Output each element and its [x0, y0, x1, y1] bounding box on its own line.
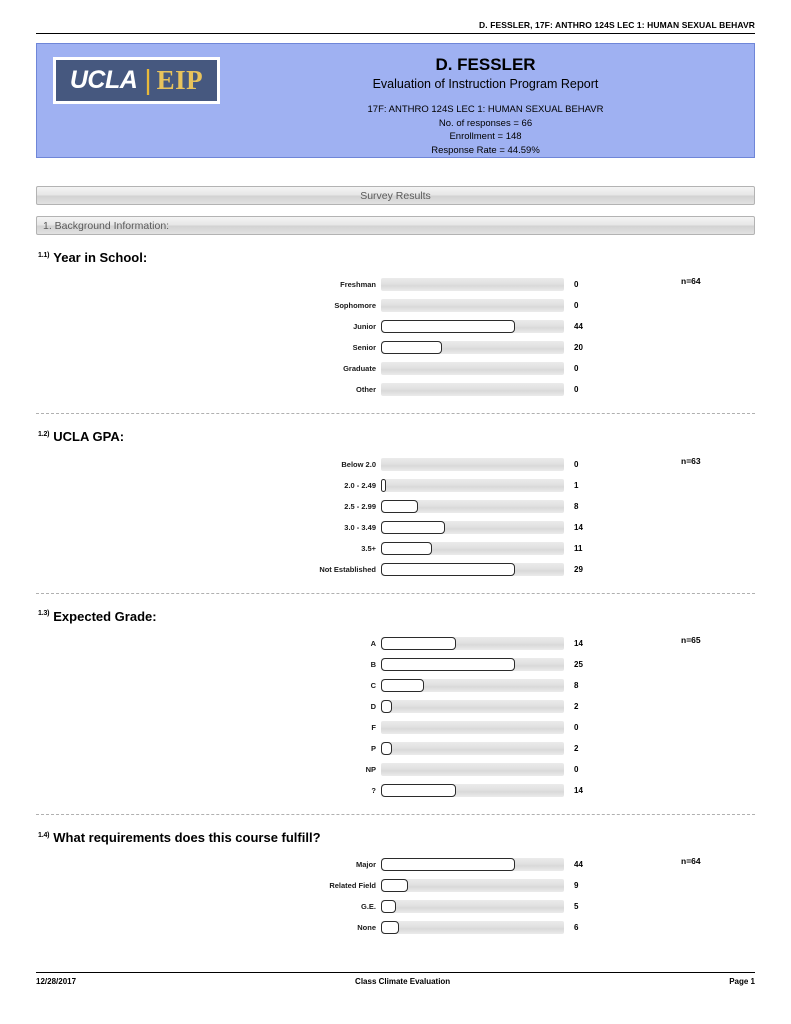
report-subtitle: Evaluation of Instruction Program Report	[372, 76, 599, 91]
bar-track	[381, 341, 564, 354]
bar-value: 9	[574, 881, 579, 891]
logo-ucla-text: UCLA	[69, 66, 138, 94]
bar-track	[381, 658, 564, 671]
footer-date: 12/28/2017	[36, 977, 77, 986]
bar-fill	[381, 479, 386, 492]
bar-track	[381, 721, 564, 734]
response-count-n: n=65	[681, 634, 701, 645]
bar-fill	[381, 879, 408, 892]
bar-value: 20	[574, 343, 583, 353]
bar-category-label: 3.5+	[361, 543, 376, 553]
bar-track	[381, 362, 564, 375]
bar-category-label: P	[370, 743, 376, 753]
bar-row	[36, 295, 755, 316]
question-title	[36, 831, 755, 845]
running-header-rule	[36, 33, 755, 34]
bar-row	[36, 854, 755, 875]
bar-chart	[36, 274, 755, 400]
question-text: Expected Grade:	[53, 608, 157, 624]
bar-track	[381, 278, 564, 291]
bar-category-label: Junior	[353, 322, 376, 332]
bar-row	[36, 496, 755, 517]
background-information-label: 1. Background Information:	[43, 219, 170, 232]
bar-fill	[381, 320, 515, 333]
bar-fill	[381, 658, 515, 671]
question-text: Year in School:	[53, 250, 148, 265]
bar-value: 6	[574, 923, 579, 933]
bar-track	[381, 521, 564, 534]
question-text: UCLA GPA:	[53, 429, 125, 445]
bar-value: 0	[574, 280, 579, 290]
bar-value: 0	[574, 459, 579, 469]
bar-category-label: 2.0 - 2.49	[344, 480, 376, 490]
bar-fill	[381, 542, 432, 555]
bar-track	[381, 763, 564, 776]
bar-row	[36, 875, 755, 896]
running-header: D. FESSLER, 17F: ANTHRO 124S LEC 1: HUMAN SEXUAL BEHAVR	[479, 20, 755, 30]
footer-row	[36, 977, 755, 986]
bar-track	[381, 858, 564, 871]
question-number: 1.4)	[38, 831, 50, 839]
question-block	[36, 831, 755, 938]
bar-category-label: None	[357, 923, 376, 933]
question-block	[36, 430, 755, 593]
bar-value: 25	[574, 659, 583, 669]
section-header-background-information	[36, 216, 755, 235]
bar-category-label: ?	[371, 785, 376, 795]
bar-fill	[381, 700, 392, 713]
banner-text-block	[227, 55, 744, 158]
questions-container	[36, 251, 755, 938]
course-title: 17F: ANTHRO 124S LEC 1: HUMAN SEXUAL BEHAVR	[367, 103, 604, 115]
bar-category-label: Other	[355, 385, 376, 395]
bar-value: 44	[574, 860, 583, 870]
bar-row	[36, 538, 755, 559]
question-title	[36, 430, 755, 444]
bar-row	[36, 654, 755, 675]
question-number: 1.3)	[38, 610, 50, 618]
bar-track	[381, 679, 564, 692]
bar-fill	[381, 563, 515, 576]
bar-chart	[36, 854, 755, 938]
bar-fill	[381, 500, 418, 513]
banner-meta-block	[227, 103, 744, 158]
bar-row	[36, 274, 755, 295]
bar-row	[36, 358, 755, 379]
bar-value: 11	[574, 543, 583, 553]
logo-inner-box	[56, 60, 217, 101]
bar-fill	[381, 921, 399, 934]
bar-track	[381, 637, 564, 650]
footer-page-number: Page 1	[729, 977, 755, 986]
bar-category-label: Freshman	[340, 280, 376, 290]
bar-track	[381, 542, 564, 555]
bar-row	[36, 559, 755, 580]
bar-row	[36, 316, 755, 337]
ucla-eip-logo	[53, 57, 220, 104]
bar-value: 5	[574, 902, 579, 912]
bar-track	[381, 299, 564, 312]
bar-track	[381, 383, 564, 396]
bar-value: 0	[574, 301, 579, 311]
responses-count: No. of responses = 66	[438, 117, 533, 129]
bar-track	[381, 742, 564, 755]
bar-category-label: B	[370, 659, 376, 669]
question-separator	[36, 593, 755, 594]
bar-category-label: Senior	[352, 343, 376, 353]
question-title	[36, 251, 755, 265]
question-block	[36, 251, 755, 414]
bar-value: 8	[574, 501, 579, 511]
bar-category-label: C	[370, 680, 376, 690]
bar-fill	[381, 637, 456, 650]
bar-category-label: Related Field	[329, 881, 376, 891]
bar-value: 44	[574, 322, 583, 332]
bar-value: 1	[574, 480, 579, 490]
bar-track	[381, 320, 564, 333]
bar-row	[36, 717, 755, 738]
bar-row	[36, 759, 755, 780]
bar-fill	[381, 784, 456, 797]
bar-track	[381, 458, 564, 471]
bar-value: 8	[574, 680, 579, 690]
logo-divider: |	[144, 63, 152, 95]
bar-track	[381, 500, 564, 513]
bar-row	[36, 475, 755, 496]
bar-value: 14	[574, 785, 583, 795]
bar-row	[36, 675, 755, 696]
bar-category-label: NP	[365, 764, 376, 774]
bar-value: 29	[574, 564, 583, 574]
question-title	[36, 610, 755, 624]
bar-fill	[381, 900, 396, 913]
footer-center-label: Class Climate Evaluation	[355, 977, 451, 986]
response-rate: Response Rate = 44.59%	[431, 145, 540, 157]
bar-fill	[381, 679, 424, 692]
page-footer	[36, 972, 755, 986]
bar-category-label: F	[371, 722, 376, 732]
bar-category-label: Graduate	[343, 364, 376, 374]
bar-value: 2	[574, 701, 579, 711]
bar-track	[381, 879, 564, 892]
question-text: What requirements does this course fulfill?	[53, 829, 321, 845]
question-separator	[36, 413, 755, 414]
response-count-n: n=64	[681, 856, 701, 867]
bar-value: 14	[574, 522, 583, 532]
bar-row	[36, 454, 755, 475]
bar-row	[36, 517, 755, 538]
question-separator	[36, 814, 755, 815]
bar-value: 0	[574, 764, 579, 774]
response-count-n: n=63	[681, 455, 701, 466]
bar-value: 0	[574, 385, 579, 395]
bar-track	[381, 784, 564, 797]
question-block	[36, 610, 755, 815]
bar-category-label: Major	[355, 860, 376, 870]
bar-track	[381, 700, 564, 713]
survey-results-label: Survey Results	[360, 189, 431, 202]
bar-row	[36, 917, 755, 938]
bar-value: 0	[574, 364, 579, 374]
section-header-survey-results	[36, 186, 755, 205]
response-count-n: n=64	[681, 276, 701, 287]
logo-eip-text: EIP	[156, 65, 204, 95]
bar-row	[36, 896, 755, 917]
instructor-name: D. FESSLER	[435, 55, 536, 74]
footer-rule	[36, 972, 755, 973]
bar-category-label: Not Established	[319, 564, 376, 574]
bar-chart	[36, 633, 755, 801]
bar-track	[381, 921, 564, 934]
bar-category-label: Sophomore	[334, 301, 376, 311]
bar-value: 14	[574, 638, 583, 648]
bar-category-label: 3.0 - 3.49	[344, 522, 376, 532]
bar-track	[381, 900, 564, 913]
question-number: 1.2)	[38, 430, 50, 438]
bar-category-label: G.E.	[360, 902, 376, 912]
bar-category-label: A	[370, 638, 376, 648]
bar-fill	[381, 858, 515, 871]
bar-row	[36, 379, 755, 400]
bar-chart	[36, 454, 755, 580]
bar-value: 2	[574, 743, 579, 753]
bar-fill	[381, 742, 392, 755]
bar-category-label: D	[370, 701, 376, 711]
bar-category-label: Below 2.0	[341, 459, 376, 469]
bar-row	[36, 780, 755, 801]
bar-value: 0	[574, 722, 579, 732]
bar-track	[381, 479, 564, 492]
bar-fill	[381, 521, 445, 534]
bar-row	[36, 696, 755, 717]
bar-row	[36, 633, 755, 654]
bar-category-label: 2.5 - 2.99	[344, 501, 376, 511]
question-number: 1.1)	[38, 251, 50, 259]
enrollment-count: Enrollment = 148	[449, 131, 522, 143]
bar-track	[381, 563, 564, 576]
bar-fill	[381, 341, 442, 354]
bar-row	[36, 337, 755, 358]
bar-row	[36, 738, 755, 759]
report-banner	[36, 43, 755, 158]
